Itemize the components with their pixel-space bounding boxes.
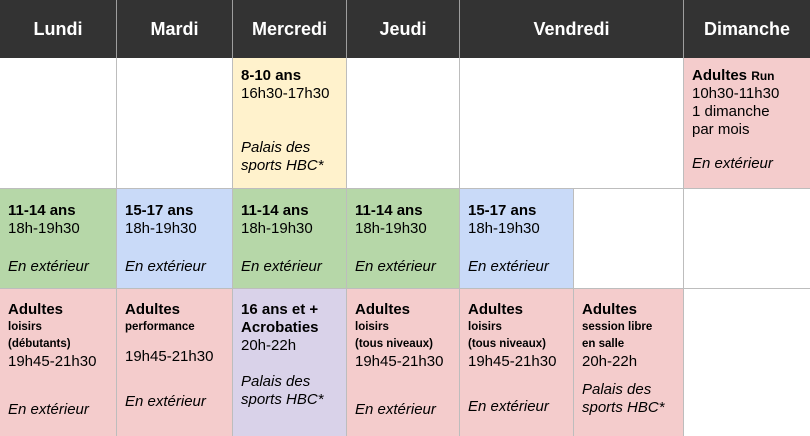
session-place: En extérieur xyxy=(692,155,773,172)
header-mardi: Mardi xyxy=(117,0,233,58)
cell-dimanche-row2 xyxy=(684,189,810,289)
session-place: En extérieur xyxy=(125,258,206,275)
cell-jeudi-row2 xyxy=(347,189,460,289)
session-title: 11-14 ans xyxy=(8,202,76,219)
session-title: Adultes xyxy=(355,301,411,318)
cell-mercredi-row2 xyxy=(233,189,347,289)
session-title: 11-14 ans xyxy=(355,202,423,219)
session-title: 15-17 ans xyxy=(125,202,194,219)
session-place: En extérieur xyxy=(8,401,89,418)
session-subtitle: loisirs xyxy=(468,321,502,333)
cell-mardi-row2 xyxy=(117,189,233,289)
session-subtitle: session libre xyxy=(582,321,653,333)
cell-jeudi-row1 xyxy=(347,58,460,189)
session-time: 18h-19h30 xyxy=(241,220,313,237)
cell-dimanche-row3 xyxy=(684,289,810,436)
session-place: En extérieur xyxy=(355,258,436,275)
header-dimanche: Dimanche xyxy=(684,0,810,58)
session-title: Acrobaties xyxy=(241,319,319,336)
session-time: 18h-19h30 xyxy=(125,220,197,237)
session-time: 18h-19h30 xyxy=(355,220,427,237)
session-time: 10h30-11h30 xyxy=(692,85,780,102)
cell-lundi-row3 xyxy=(0,289,117,436)
session-place: Palais des xyxy=(241,139,311,156)
session-note: 1 dimanche xyxy=(692,103,770,120)
session-note: par mois xyxy=(692,121,750,138)
session-place: En extérieur xyxy=(355,401,436,418)
session-subtitle: loisirs xyxy=(8,321,42,333)
session-title: Adultes xyxy=(8,301,64,318)
header-vendredi: Vendredi xyxy=(460,0,684,58)
session-place: En extérieur xyxy=(468,398,549,415)
session-subtitle: en salle xyxy=(582,338,625,350)
session-place: sports HBC* xyxy=(582,399,665,416)
cell-vendredi-row1 xyxy=(460,58,684,189)
session-place: sports HBC* xyxy=(241,157,324,174)
session-time: 19h45-21h30 xyxy=(125,348,214,365)
session-title: 11-14 ans xyxy=(241,202,309,219)
cell-jeudi-row3 xyxy=(347,289,460,436)
cell-lundi-row1 xyxy=(0,58,117,189)
cell-lundi-row2 xyxy=(0,189,117,289)
cell-vendredi2-row2 xyxy=(574,189,684,289)
session-subtitle: (débutants) xyxy=(8,338,71,350)
header-lundi: Lundi xyxy=(0,0,117,58)
session-place: En extérieur xyxy=(241,258,322,275)
session-subtitle: (tous niveaux) xyxy=(355,338,433,350)
cell-mardi-row3 xyxy=(117,289,233,436)
session-subtitle: loisirs xyxy=(355,321,389,333)
session-place: sports HBC* xyxy=(241,391,324,408)
cell-dimanche-row1 xyxy=(684,58,810,189)
session-time: 19h45-21h30 xyxy=(8,353,97,370)
session-time: 19h45-21h30 xyxy=(355,353,444,370)
session-time: 20h-22h xyxy=(582,353,638,370)
session-time: 18h-19h30 xyxy=(468,220,540,237)
session-title: 16 ans et + xyxy=(241,301,319,318)
session-subtitle: performance xyxy=(125,321,195,333)
session-place: En extérieur xyxy=(8,258,89,275)
session-title: Adultes xyxy=(582,301,638,318)
cell-mardi-row1 xyxy=(117,58,233,189)
cell-vendredi-row3 xyxy=(460,289,574,436)
session-title: 15-17 ans xyxy=(468,202,537,219)
header-jeudi: Jeudi xyxy=(347,0,460,58)
session-place: Palais des xyxy=(241,373,311,390)
cell-vendredi2-row3 xyxy=(574,289,684,436)
header-mercredi: Mercredi xyxy=(233,0,347,58)
cell-mercredi-row3 xyxy=(233,289,347,436)
session-title: 8-10 ans xyxy=(241,67,302,84)
session-place: En extérieur xyxy=(468,258,549,275)
session-title: Adultes xyxy=(125,301,181,318)
cell-mercredi-row1 xyxy=(233,58,347,189)
session-title: Adultes Run xyxy=(692,67,775,84)
session-title: Adultes xyxy=(468,301,524,318)
session-time: 16h30-17h30 xyxy=(241,85,330,102)
session-time: 20h-22h xyxy=(241,337,297,354)
session-time: 18h-19h30 xyxy=(8,220,80,237)
cell-vendredi-row2 xyxy=(460,189,574,289)
session-place: Palais des xyxy=(582,381,652,398)
session-time: 19h45-21h30 xyxy=(468,353,557,370)
session-subtitle: (tous niveaux) xyxy=(468,338,546,350)
session-place: En extérieur xyxy=(125,393,206,410)
